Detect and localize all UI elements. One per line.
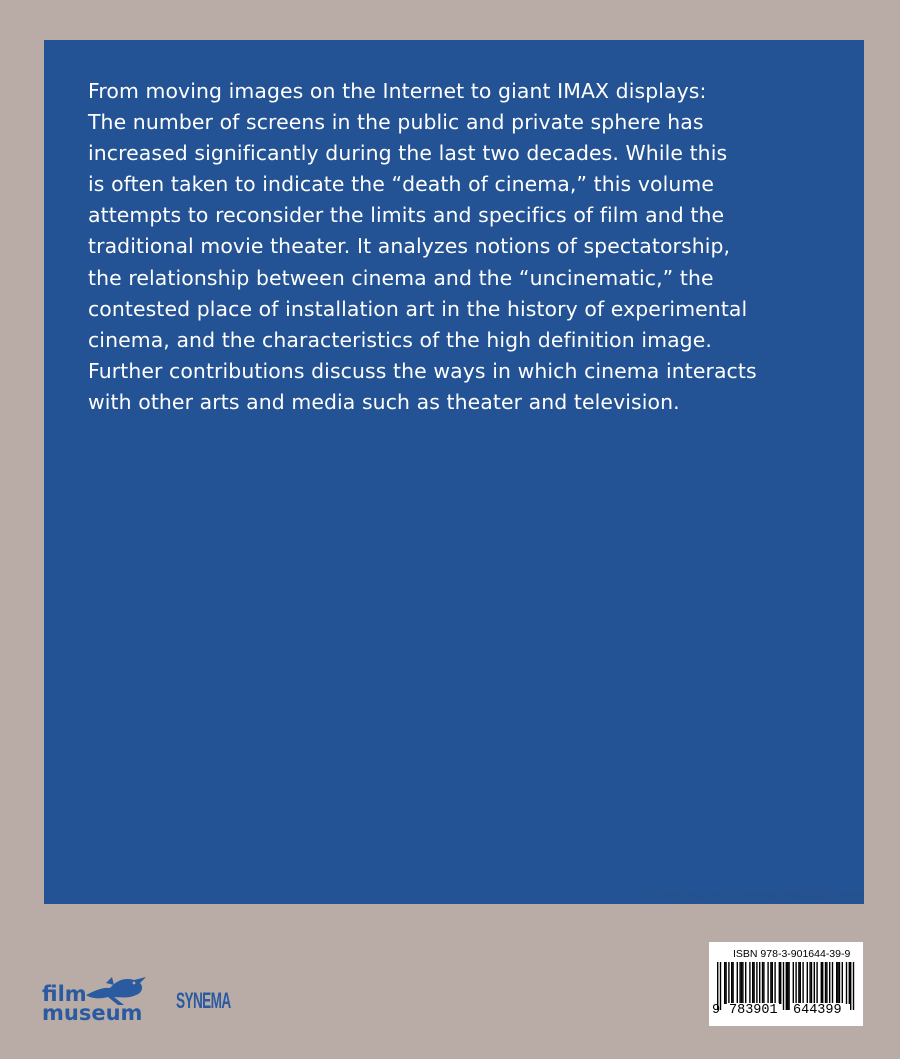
blurb-line: attempts to reconsider the limits and specifics of film and the [88, 203, 725, 228]
blurb-line: Further contributions discuss the ways in which cinema interacts [88, 358, 757, 383]
blurb-line: contested place of installation art in the history of experimental [88, 296, 748, 321]
cover-panel [44, 40, 864, 904]
blurb-line: the relationship between cinema and the “uncinematic,” the [88, 265, 714, 290]
isbn-label: ISBN 978-3-901644-39-9 [733, 948, 851, 960]
logo-word-film: film [42, 982, 87, 1006]
blurb-line: The number of screens in the public and private sphere has [88, 110, 704, 135]
logo-word-museum: museum [42, 1001, 143, 1025]
synema-logo: SYNEMA [176, 988, 231, 1013]
blurb-line: with other arts and media such as theater and television. [88, 389, 680, 414]
blurb-line: cinema, and the characteristics of the high definition image. [88, 327, 712, 352]
series-name: FilmmuseumSynemaPublikationen [646, 888, 864, 903]
isbn-barcode [709, 942, 863, 1026]
blurb-line: From moving images on the Internet to giant IMAX displays: [88, 79, 707, 103]
barcode-digit-first: 9 [712, 1003, 721, 1018]
blurb-line: increased significantly during the last two decades. While this [88, 141, 728, 166]
barcode-digits-left: 783901 [729, 1003, 778, 1018]
blurb-line: traditional movie theater. It analyzes notions of spectatorship, [88, 234, 731, 259]
barcode-digits-right: 644399 [793, 1003, 842, 1018]
blurb-line: is often taken to indicate the “death of cinema,” this volume [88, 172, 714, 197]
filmmuseum-logo [40, 975, 150, 1025]
back-cover-blurb [88, 76, 828, 418]
